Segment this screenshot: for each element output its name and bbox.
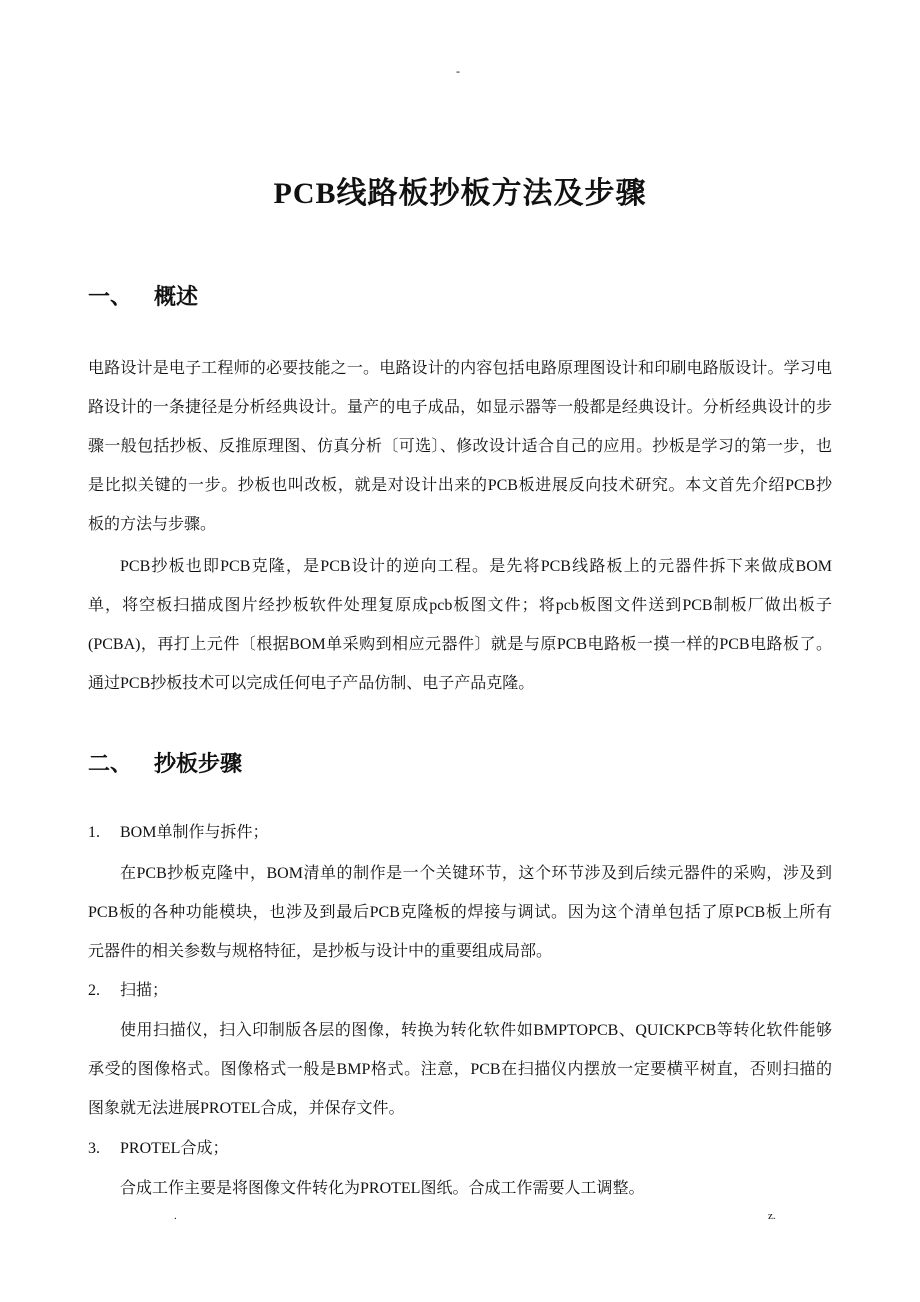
text-line: 板的方法与步骤。 [88, 516, 217, 533]
step-2-heading [88, 971, 168, 1010]
step-number: 2. [88, 982, 100, 999]
text-line: 使用扫描仪，扫入印制版各层的图像，转换为转化软件如BMPTOPCB、QUICKPCB等转化软件能够 [120, 1022, 832, 1039]
overview-paragraph-1 [88, 349, 832, 544]
text-line: PCB板的各种功能模块，也涉及到最后PCB克隆板的焊接与调试。因为这个清单包括了原PCB板上所有 [88, 904, 832, 921]
section-title: 概述 [154, 284, 199, 309]
header-mark: - [456, 64, 460, 78]
text-line: 元器件的相关参数与规格特征，是抄板与设计中的重要组成局部。 [88, 943, 553, 960]
step-1-heading [88, 813, 268, 852]
text-line: 图象就无法进展PROTEL合成，并保存文件。 [88, 1100, 405, 1117]
text-line: 承受的图像格式。图像格式一般是BMP格式。注意，PCB在扫描仪内摆放一定要横平树直，否则扫描的 [88, 1061, 832, 1078]
step-3-heading [88, 1129, 228, 1168]
step-title: PROTEL合成； [120, 1140, 229, 1157]
section-heading-overview [88, 280, 198, 311]
step-1-paragraph [88, 854, 832, 971]
step-number: 1. [88, 824, 100, 841]
text-line: 在PCB抄板克隆中，BOM清单的制作是一个关键环节，这个环节涉及到后续元器件的采购，涉及到 [120, 865, 832, 882]
text-line: (PCBA)，再打上元件〔根据BOM单采购到相应元器件〕就是与原PCB电路板一摸一样的PCB电路板了。 [88, 636, 832, 653]
footer-right-mark: z. [768, 1210, 776, 1222]
step-title: BOM单制作与拆件； [120, 824, 269, 841]
overview-paragraph-2 [88, 547, 832, 703]
text-line: 单，将空板扫描成图片经抄板软件处理复原成pcb板图文件；将pcb板图文件送到PCB制板厂做出板子 [88, 597, 832, 614]
text-line: PCB抄板也即PCB克隆，是PCB设计的逆向工程。是先将PCB线路板上的元器件拆下来做成BOM [120, 558, 832, 575]
text-line: 通过PCB抄板技术可以完成任何电子产品仿制、电子产品克隆。 [88, 675, 535, 692]
step-number: 3. [88, 1140, 100, 1157]
text-line: 路设计的一条捷径是分析经典设计。量产的电子成品，如显示器等一般都是经典设计。分析经典设计的步 [88, 399, 832, 416]
step-title: 扫描； [120, 982, 169, 999]
section-title: 抄板步骤 [154, 751, 243, 776]
text-line: 是比拟关键的一步。抄板也叫改板，就是对设计出来的PCB板进展反向技术研究。本文首先介绍PCB抄 [88, 477, 832, 494]
text-line: 合成工作主要是将图像文件转化为PROTEL图纸。合成工作需要人工调整。 [120, 1180, 645, 1197]
text-line: 电路设计是电子工程师的必要技能之一。电路设计的内容包括电路原理图设计和印刷电路版设计。学习电 [88, 360, 832, 377]
section-number: 一、 [88, 284, 133, 309]
section-heading-steps [88, 747, 242, 778]
text-line: 骤一般包括抄板、反推原理图、仿真分析〔可选〕、修改设计适合自己的应用。抄板是学习的第一步，也 [88, 438, 832, 455]
footer-left-mark: . [174, 1210, 177, 1222]
section-number: 二、 [88, 751, 133, 776]
step-3-paragraph [88, 1169, 832, 1208]
step-2-paragraph [88, 1011, 832, 1128]
document-title: PCB线路板抄板方法及步骤 [273, 177, 647, 210]
